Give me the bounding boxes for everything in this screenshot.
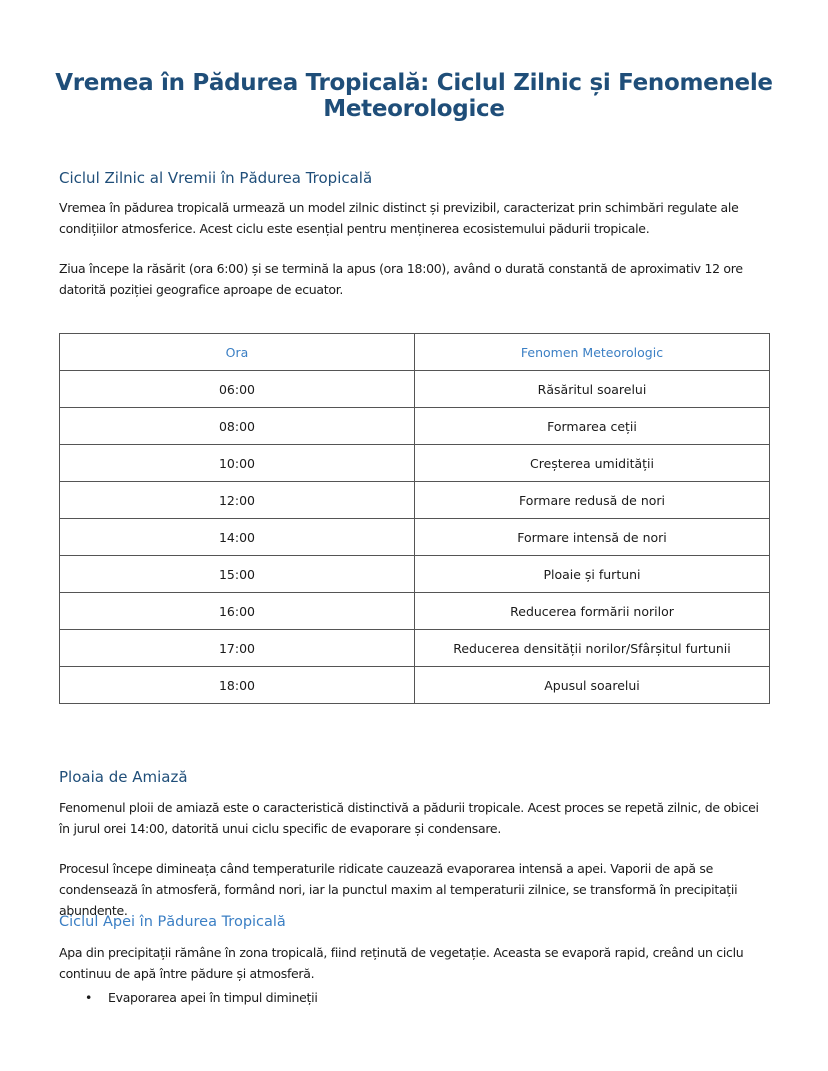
bullet-icon: •	[85, 990, 93, 1005]
table-cell-phenomenon: Creșterea umidității	[415, 445, 770, 482]
table-cell-hour: 12:00	[60, 482, 415, 519]
list-item	[85, 990, 318, 1005]
section-heading-afternoon-rain: Ploaia de Amiază	[59, 768, 188, 786]
table-cell-hour: 17:00	[60, 630, 415, 667]
paragraph-daily-cycle-intro: Vremea în pădurea tropicală urmează un model zilnic distinct și previzibil, caracterizat prin schimbări regulate ale condițiilor atmosferice. Acest ciclu este esențial pentru menținerea ecosistemului pădurii tropicale.	[59, 200, 739, 236]
table-row	[60, 482, 770, 519]
table-row	[60, 371, 770, 408]
paragraph-day-duration: Ziua începe la răsărit (ora 6:00) și se termină la apus (ora 18:00), având o durată constantă de aproximativ 12 ore datorită poziției geografice aproape de ecuator.	[59, 261, 743, 297]
table-row	[60, 556, 770, 593]
table-row	[60, 445, 770, 482]
table-cell-phenomenon: Ploaie și furtuni	[415, 556, 770, 593]
table-cell-hour: 15:00	[60, 556, 415, 593]
table-cell-phenomenon: Reducerea densității norilor/Sfârșitul furtunii	[415, 630, 770, 667]
table-cell-phenomenon: Formare intensă de nori	[415, 519, 770, 556]
table-cell-hour: 14:00	[60, 519, 415, 556]
table-row	[60, 519, 770, 556]
table-header-hour: Ora	[60, 334, 415, 371]
table-cell-phenomenon: Apusul soarelui	[415, 667, 770, 704]
table-cell-hour: 08:00	[60, 408, 415, 445]
table-cell-phenomenon: Răsăritul soarelui	[415, 371, 770, 408]
table-header-phenomenon: Fenomen Meteorologic	[415, 334, 770, 371]
table-row	[60, 667, 770, 704]
table-cell-hour: 16:00	[60, 593, 415, 630]
weather-schedule-table	[59, 333, 770, 704]
table-row	[60, 408, 770, 445]
section-heading-daily-cycle: Ciclul Zilnic al Vremii în Pădurea Tropicală	[59, 169, 373, 187]
paragraph-afternoon-rain-intro: Fenomenul ploii de amiază este o caracteristică distinctivă a pădurii tropicale. Acest proces se repetă zilnic, de obicei în jurul orei 14:00, datorită unui ciclu specific de evaporare și condensare.	[59, 800, 759, 836]
table-row	[60, 630, 770, 667]
list-item-text: Evaporarea apei în timpul dimineții	[108, 990, 318, 1005]
table-cell-hour: 06:00	[60, 371, 415, 408]
table-cell-phenomenon: Reducerea formării norilor	[415, 593, 770, 630]
paragraph-afternoon-rain-process: Procesul începe dimineața când temperaturile ridicate cauzează evaporarea intensă a apei. Vaporii de apă se condensează în atmosferă, formând nori, iar la punctul maxim al temperaturii zilnice, se transformă în precipitații abundente.	[59, 861, 738, 918]
table-cell-phenomenon: Formare redusă de nori	[415, 482, 770, 519]
table-cell-hour: 10:00	[60, 445, 415, 482]
paragraph-water-cycle: Apa din precipitații rămâne în zona tropicală, fiind reținută de vegetație. Aceasta se evaporă rapid, creând un ciclu continuu de apă între pădure și atmosferă.	[59, 945, 744, 981]
table-cell-hour: 18:00	[60, 667, 415, 704]
page-title: Vremea în Pădurea Tropicală: Ciclul Zilnic și Fenomenele Meteorologice	[55, 70, 773, 122]
table-row	[60, 593, 770, 630]
section-heading-water-cycle: Ciclul Apei în Pădurea Tropicală	[59, 914, 286, 930]
table-header-row	[60, 334, 770, 371]
table-cell-phenomenon: Formarea ceții	[415, 408, 770, 445]
